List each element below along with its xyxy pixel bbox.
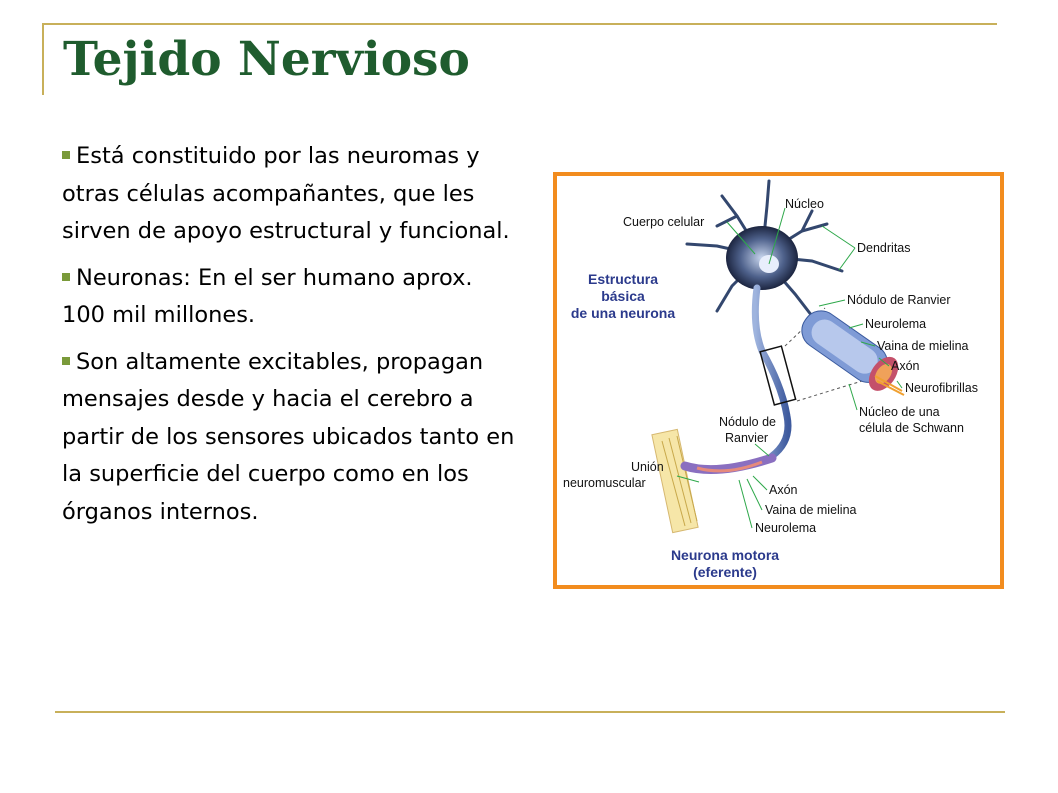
bullet-item [62, 344, 518, 532]
neuron-illustration [557, 176, 1000, 585]
bullet-square-icon [62, 357, 70, 365]
bullet-item [62, 138, 518, 251]
label-schwann-line-1: Núcleo de una [859, 405, 940, 419]
label-schwann-line-2: célula de Schwann [859, 421, 964, 435]
label-ranvier-2-line-2: Ranvier [725, 431, 769, 445]
label-neurilemma: Neurolema [865, 317, 927, 331]
caption-line-1: Neurona motora [670, 547, 780, 563]
bullet-square-icon [62, 273, 70, 281]
zoom-line [797, 381, 862, 401]
bottom-rule [55, 711, 1005, 713]
bullet-text: Neuronas: En el ser humano aprox. 100 mil millones. [62, 264, 473, 328]
label-junction-line-1: Unión [631, 460, 664, 474]
bullet-text: Está constituido por las neuromas y otras células acompañantes, que les sirven de apoyo estructural y funcional. [62, 143, 510, 244]
neuron-diagram [553, 172, 1004, 589]
bullet-square-icon [62, 151, 70, 159]
label-ranvier-2-line-1: Nódulo de [719, 415, 776, 429]
label-dendrites: Dendritas [857, 241, 911, 255]
bullet-item [62, 260, 518, 335]
bullet-list [62, 138, 518, 540]
label-axon: Axón [891, 359, 920, 373]
label-cell-body: Cuerpo celular [623, 215, 705, 229]
heading-line-1: Estructura [587, 271, 659, 287]
heading-line-3: de una neurona [570, 305, 676, 321]
label-myelin-sheath: Vaina de mielina [877, 339, 969, 353]
caption-line-2: (eferente) [693, 564, 757, 580]
label-nucleus: Núcleo [785, 197, 824, 211]
label-axon-2: Axón [769, 483, 798, 497]
label-ranvier-node: Nódulo de Ranvier [847, 293, 951, 307]
top-rule [42, 23, 997, 25]
label-neurofibrils: Neurofibrillas [905, 381, 978, 395]
label-neurilemma-2: Neurolema [755, 521, 817, 535]
label-myelin-sheath-2: Vaina de mielina [765, 503, 857, 517]
label-junction-line-2: neuromuscular [563, 476, 646, 490]
slide-title: Tejido Nervioso [63, 32, 470, 87]
heading-line-2: básica [601, 288, 645, 304]
left-rule [42, 23, 44, 95]
bullet-text: Son altamente excitables, propagan mensajes desde y hacia el cerebro a partir de los sensores ubicados tanto en la superficie del cuerpo como en los órganos internos. [62, 348, 515, 525]
